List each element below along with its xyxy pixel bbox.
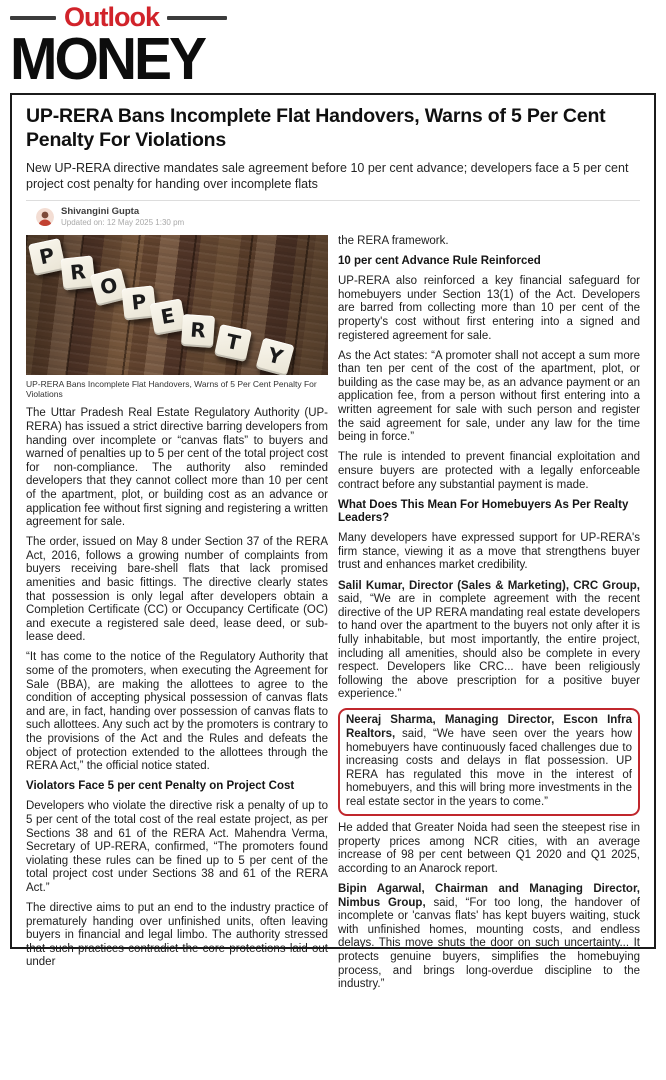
hero-caption: UP-RERA Bans Incomplete Flat Handovers, Warns of 5 Per Cent Penalty For Violations (26, 379, 317, 400)
article-headline: UP-RERA Bans Incomplete Flat Handovers, Warns of 5 Per Cent Penalty For Violations (26, 105, 606, 152)
quote-text: said, “For too long, the handover of incomplete or 'canvas flats' has kept buyers waiting, stuck with unfinished homes, mounting costs, and endless delays. This move shuts the door on such uncertainty... It protects genuine buyers, simplifies the homebuying process, and brings long-overdue discipline to the industry.” (338, 896, 640, 991)
letter-tile: R (181, 314, 215, 348)
letter-tile: Y (255, 337, 294, 375)
letter-tile: P (121, 285, 156, 320)
quote-text: said, “We have seen over the years how homebuyers have continuously faced challenges due to increasing costs and delays in flat possession. UP RERA has regulated this move in the interest of homebuyers, and this will bring more investments in the real estate sector in the years to come.” (346, 728, 632, 808)
author-avatar-icon (36, 208, 54, 226)
paragraph: UP-RERA also reinforced a key financial safeguard for homebuyers under Section 13(1) of the Act. Developers are barred from collecting more than 10 per cent of the property's cost without first entering into a signed and registered agreement for sale. (338, 275, 640, 342)
author-name[interactable]: Shivangini Gupta (61, 206, 140, 217)
updated-timestamp: Updated on: 12 May 2025 1:30 pm (61, 218, 185, 227)
paragraph: The Uttar Pradesh Real Estate Regulatory Authority (UP-RERA) has issued a strict directive barring developers from handing over incomplete or “canvas flats” to buyers and warned of penalties up to 5 per cent of the total project cost for non-compliance. The authority also reminded developers that they cannot collect more than 10 per cent of the apartment, plot, or building cost as an advance or application fee without first signing and registering a written agreement for sale. (26, 407, 328, 529)
paragraph: Many developers have expressed support for UP-RERA's firm stance, viewing it as a move that strengthens buyer trust and enhances market credibility. (338, 532, 640, 572)
article-card (10, 93, 656, 991)
quote-attribution: Salil Kumar, Director (Sales & Marketing), CRC Group, (338, 579, 640, 592)
paragraph: The order, issued on May 8 under Section 37 of the RERA Act, 2016, follows a growing number of complaints from buyers receiving bare-shell flats that lack promised amenities and basic fittings. The directive clearly states that possession is only legal after developers obtain a Completion Certificate (CC) or Occupancy Certificate (OC) and execute a registered sale deed, lease deed, or sub-lease deed. (26, 536, 328, 644)
paragraph: Developers who violate the directive risk a penalty of up to 5 per cent of the total cost of the real estate project, as per Sections 38 and 61 of the RERA Act. Mahendra Verma, Secretary of UP-RERA, confirmed, “The promoters found violating these rules can be fined up to 5 per cent of the total project cost under Sections 38 and 61 of the RERA Act.” (26, 800, 328, 894)
paragraph: “It has come to the notice of the Regulatory Authority that some of the promoters, when executing the Agreement for Sale (BBA), are making the allottees to agree to the condition of accepting physical possession of canvas flats and are, in fact, handing over possession of canvas flats to such allottees. Any such act by the promoters is contrary to the provisions of the Act and the Rules and defeats the object of protection extended to the allottees through the RERA Act,” the official notice stated. (26, 651, 328, 773)
paragraph: As the Act states: “A promoter shall not accept a sum more than ten per cent of the cost of the apartment, plot, or building as the case may be, as an advance payment or an application fee, from a person without first entering into a written agreement for sale with such person and register the said agreement for sale, under any law for the time being in force.” (338, 349, 640, 444)
section-heading: Violators Face 5 per cent Penalty on Project Cost (26, 780, 295, 793)
quote-attribution: Bipin Agarwal, Chairman and Managing Director, Nimbus Group, (338, 882, 640, 909)
byline (26, 200, 640, 233)
letter-tile: R (60, 255, 95, 290)
paragraph (346, 714, 632, 809)
section-heading: 10 per cent Advance Rule Reinforced (338, 255, 541, 268)
right-column (338, 235, 640, 998)
letter-tile: E (149, 298, 186, 335)
section-heading: What Does This Mean For Homebuyers As Per Realty Leaders? (338, 498, 629, 525)
money-logo: MONEY (10, 25, 205, 93)
article-dek: New UP-RERA directive mandates sale agreement before 10 per cent advance; developers face a 5 per cent project cost penalty for handing over incomplete flats (26, 161, 629, 191)
logo-left-dash (10, 16, 56, 20)
letter-tile: P (28, 238, 66, 276)
paragraph: He added that Greater Noida had seen the steepest rise in property prices among NCR cities, with an average increase of 98 per cent between Q1 2020 and Q1 2025, according to an Anarock report. (338, 822, 640, 875)
quote-attribution: Neeraj Sharma, Managing Director, Escon Infra Realtors, (346, 714, 632, 740)
paragraph: The rule is intended to prevent financial exploitation and ensure buyers are protected with a legally enforceable contract before any substantial payment is made. (338, 451, 640, 491)
hero-image (26, 235, 328, 375)
paragraph (338, 883, 640, 992)
outlook-logo: Outlook (64, 2, 159, 32)
author-avatar (36, 208, 54, 226)
letter-tile: T (214, 324, 252, 362)
quote-text: said, “We are in complete agreement with the recent directive of the UP RERA mandating real estate developers to hand over the apartment to the buyers not only after it is fully inhabitable, but most importantly, the entire project, including all amenities, should also be complete in every respect. Developers like CRC... have been religiously following the above prescription for a positive buyer experience.” (338, 593, 640, 701)
byline-meta (61, 206, 184, 227)
masthead (0, 0, 272, 93)
highlight-quote-box (338, 708, 640, 815)
logo-right-dash (167, 16, 227, 20)
article-columns (26, 235, 640, 998)
left-column (26, 235, 328, 998)
paragraph: the RERA framework. (338, 235, 449, 247)
paragraph (338, 580, 640, 702)
letter-tile: O (90, 268, 129, 307)
paragraph: The directive aims to put an end to the industry practice of prematurely handing over unfinished units, often leaving buyers in financial and legal limbo. The authority stressed that such practices contradict the core protections laid out under (26, 902, 328, 969)
